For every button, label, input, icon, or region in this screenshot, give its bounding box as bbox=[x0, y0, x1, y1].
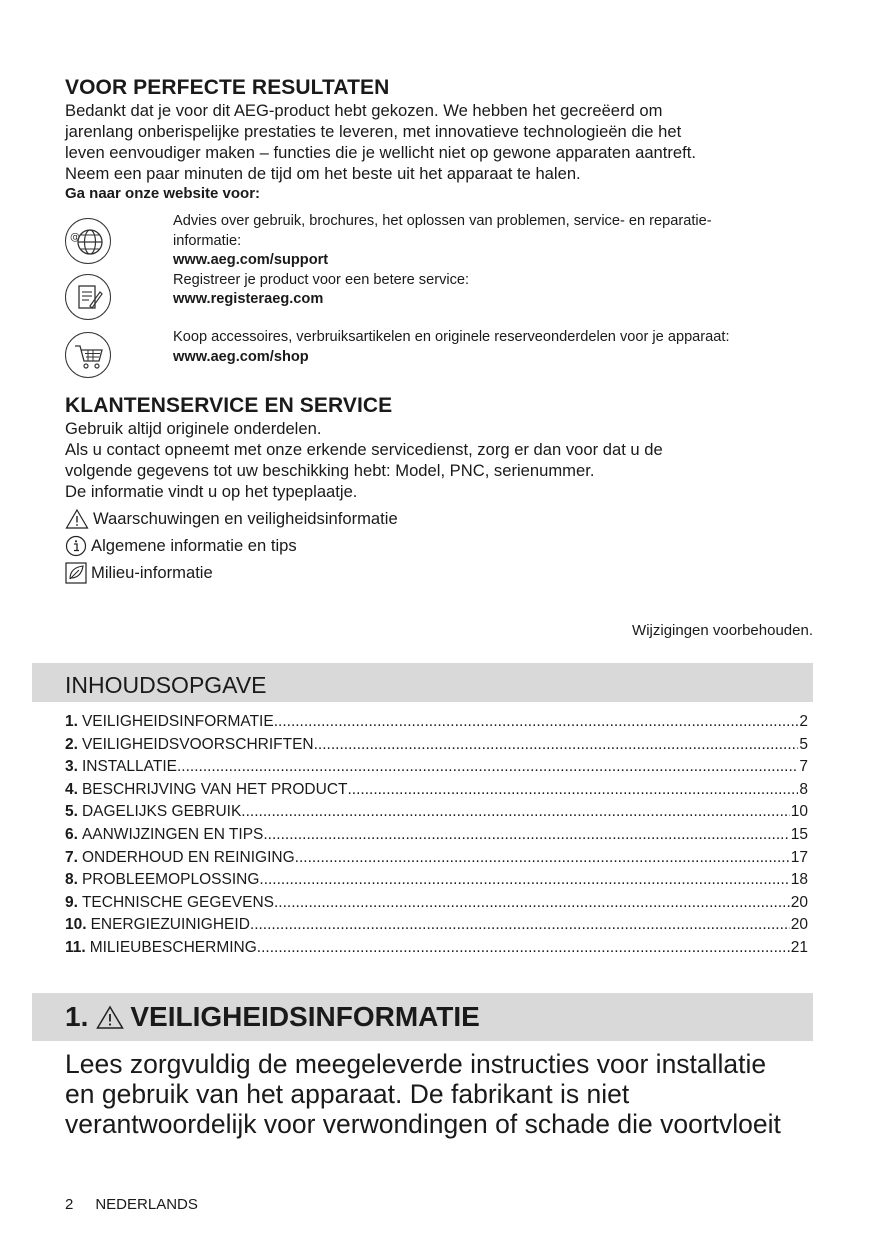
page-number: 2 bbox=[65, 1196, 74, 1213]
toc-label: DAGELIJKS GEBRUIK bbox=[81, 803, 242, 821]
symbol-legend bbox=[65, 505, 813, 586]
toc-number: 6. bbox=[65, 825, 78, 843]
toc-label: AANWIJZINGEN EN TIPS bbox=[81, 825, 264, 843]
toc-page: 20 bbox=[790, 916, 808, 934]
customer-service-heading: KLANTENSERVICE EN SERVICE bbox=[65, 394, 393, 417]
legend-label: Milieu-informatie bbox=[91, 563, 213, 582]
footer-language: NEDERLANDS bbox=[95, 1196, 198, 1213]
toc-entry-7[interactable] bbox=[65, 849, 808, 872]
section1-number: 1. bbox=[65, 1001, 89, 1032]
section1-title-bar bbox=[32, 993, 813, 1041]
customer-service-line: volgende gegevens tot uw beschikking hebt: Model, PNC, serienummer. bbox=[65, 461, 595, 480]
toc-label: INSTALLATIE bbox=[81, 758, 177, 776]
info-icon bbox=[65, 535, 87, 557]
toc-number: 11. bbox=[65, 938, 86, 956]
shop-text bbox=[173, 328, 813, 367]
shopping-cart-icon bbox=[65, 332, 111, 378]
toc-number: 10. bbox=[65, 916, 87, 934]
warning-triangle-icon bbox=[65, 508, 89, 530]
toc-title: INHOUDSOPGAVE bbox=[65, 672, 267, 698]
toc-page: 21 bbox=[790, 938, 808, 956]
shop-url-link[interactable]: www.aeg.com/shop bbox=[173, 348, 309, 365]
toc-page: 2 bbox=[799, 713, 808, 730]
toc-title-bar bbox=[32, 663, 813, 702]
toc-entry-2[interactable] bbox=[65, 736, 808, 759]
intro-heading: VOOR PERFECTE RESULTATEN bbox=[65, 76, 390, 99]
customer-service-line: Als u contact opneemt met onze erkende servicedienst, zorg er dan voor dat u de bbox=[65, 440, 663, 459]
toc-number: 8. bbox=[65, 871, 78, 889]
intro-section bbox=[65, 76, 813, 204]
toc-page: 10 bbox=[790, 803, 808, 821]
support-text bbox=[173, 212, 813, 310]
toc-number: 9. bbox=[65, 893, 78, 911]
website-label: Ga naar onze website voor: bbox=[65, 185, 261, 202]
section1-line: en gebruik van het apparaat. De fabrikant is niet bbox=[65, 1079, 630, 1109]
toc-number: 7. bbox=[65, 848, 78, 866]
toc-label: ONDERHOUD EN REINIGING bbox=[81, 848, 295, 866]
legend-item-info bbox=[65, 532, 813, 559]
intro-line: Bedankt dat je voor dit AEG-product hebt gekozen. We hebben het gecreëerd om bbox=[65, 101, 663, 120]
toc-entry-6[interactable] bbox=[65, 826, 808, 849]
section1-title: VEILIGHEIDSINFORMATIE bbox=[130, 1001, 480, 1032]
toc-dots bbox=[241, 803, 789, 821]
warning-triangle-icon bbox=[96, 1005, 124, 1030]
toc-entry-11[interactable] bbox=[65, 939, 808, 962]
changes-reserved-note: Wijzigingen voorbehouden. bbox=[632, 622, 813, 639]
toc-dots bbox=[274, 713, 799, 731]
toc-page: 20 bbox=[790, 893, 808, 911]
toc-page: 17 bbox=[790, 848, 808, 866]
customer-service-line: Gebruik altijd originele onderdelen. bbox=[65, 419, 322, 438]
toc-dots bbox=[347, 781, 798, 799]
page-footer bbox=[65, 1196, 220, 1213]
intro-line: Neem een paar minuten de tijd om het beste uit het apparaat te halen. bbox=[65, 164, 581, 183]
intro-line: jarenlang onberispelijke prestaties te leveren, met innovatieve technologieën die het bbox=[65, 122, 682, 141]
toc-page: 5 bbox=[799, 735, 808, 753]
section1-line: verantwoordelijk voor verwondingen of schade die voortvloeit bbox=[65, 1109, 781, 1139]
toc-entry-8[interactable] bbox=[65, 871, 808, 894]
section1-intro-text bbox=[65, 1049, 825, 1139]
support-url-link[interactable]: www.aeg.com/support bbox=[173, 252, 329, 268]
toc-number: 3. bbox=[65, 758, 78, 776]
legend-item-warning bbox=[65, 505, 813, 532]
support-line: informatie: bbox=[173, 232, 242, 249]
svg-text:@: @ bbox=[70, 232, 80, 243]
toc-label: BESCHRIJVING VAN HET PRODUCT bbox=[81, 780, 348, 798]
toc-page: 7 bbox=[799, 758, 808, 776]
toc-label: TECHNISCHE GEGEVENS bbox=[81, 893, 274, 911]
toc-label: VEILIGHEIDSINFORMATIE bbox=[81, 713, 274, 730]
toc-label: MILIEUBESCHERMING bbox=[89, 938, 257, 956]
toc-number: 4. bbox=[65, 780, 78, 798]
intro-paragraph bbox=[65, 100, 813, 184]
legend-label: Algemene informatie en tips bbox=[91, 536, 297, 555]
customer-service-section bbox=[65, 394, 813, 586]
toc-entry-10[interactable] bbox=[65, 916, 808, 939]
legend-item-environment bbox=[65, 559, 813, 586]
toc-entry-1[interactable] bbox=[65, 713, 808, 736]
toc-dots bbox=[250, 916, 790, 934]
toc-entry-3[interactable] bbox=[65, 758, 808, 781]
toc-number: 2. bbox=[65, 735, 78, 753]
toc-number: 1. bbox=[65, 713, 78, 730]
register-text: Registreer je product voor een betere service: bbox=[173, 271, 470, 288]
toc-page: 18 bbox=[790, 871, 808, 889]
toc-dots bbox=[314, 736, 799, 754]
toc-number: 5. bbox=[65, 803, 78, 821]
customer-service-text bbox=[65, 418, 813, 502]
toc-dots bbox=[177, 758, 798, 776]
toc-dots bbox=[257, 939, 790, 957]
toc-entry-5[interactable] bbox=[65, 803, 808, 826]
toc-dots bbox=[263, 826, 789, 844]
globe-icon bbox=[65, 218, 111, 264]
register-url-link[interactable]: www.registeraeg.com bbox=[173, 291, 324, 307]
toc-page: 15 bbox=[790, 825, 808, 843]
legend-label: Waarschuwingen en veiligheidsinformatie bbox=[93, 509, 398, 528]
intro-line: leven eenvoudiger maken – functies die je wellicht niet op gewone apparaten aantreft. bbox=[65, 143, 696, 162]
toc-page: 8 bbox=[799, 780, 808, 798]
shop-line: Koop accessoires, verbruiksartikelen en originele reserveonderdelen voor je apparaat: bbox=[173, 329, 730, 345]
toc-entry-4[interactable] bbox=[65, 781, 808, 804]
toc-dots bbox=[259, 871, 789, 889]
section1-line: Lees zorgvuldig de meegeleverde instructies voor installatie bbox=[65, 1049, 767, 1079]
toc-entry-9[interactable] bbox=[65, 894, 808, 917]
customer-service-line: De informatie vindt u op het typeplaatje. bbox=[65, 482, 358, 501]
toc-label: VEILIGHEIDSVOORSCHRIFTEN bbox=[81, 735, 314, 753]
register-document-icon bbox=[65, 274, 111, 320]
leaf-environment-icon bbox=[65, 562, 87, 584]
support-line: Advies over gebruik, brochures, het oplossen van problemen, service- en reparatie- bbox=[173, 213, 712, 229]
toc-label: PROBLEEMOPLOSSING bbox=[81, 871, 260, 889]
toc-label: ENERGIEZUINIGHEID bbox=[90, 916, 250, 934]
toc-dots bbox=[274, 894, 790, 912]
toc-dots bbox=[295, 849, 790, 867]
table-of-contents bbox=[65, 713, 808, 962]
